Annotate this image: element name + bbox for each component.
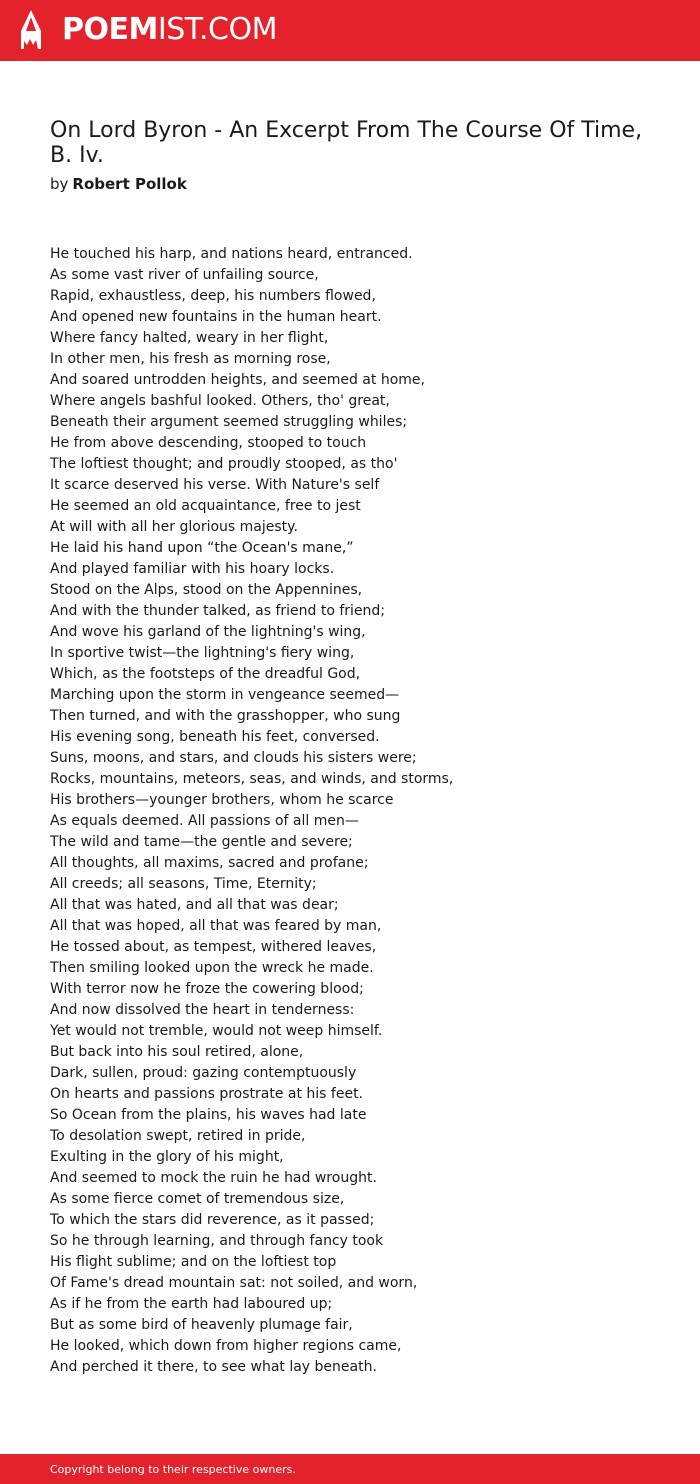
site-footer: [0, 1454, 700, 1484]
poem-line: But back into his soul retired, alone,: [50, 1044, 304, 1060]
by-label: by: [50, 175, 69, 193]
poem-line: The wild and tame—the gentle and severe;: [50, 834, 353, 850]
poem-line: He tossed about, as tempest, withered leaves,: [50, 939, 377, 955]
poem-body: [50, 244, 670, 1378]
poem-line: All thoughts, all maxims, sacred and profane;: [50, 855, 369, 871]
poem-line: It scarce deserved his verse. With Nature's self: [50, 477, 380, 493]
poem-line: And opened new fountains in the human heart.: [50, 309, 382, 325]
poem-line: Marching upon the storm in vengeance seemed—: [50, 687, 400, 703]
poem-line: Of Fame's dread mountain sat: not soiled, and worn,: [50, 1275, 418, 1291]
poem-line: He looked, which down from higher regions came,: [50, 1338, 402, 1354]
poem-line: Rocks, mountains, meteors, seas, and winds, and storms,: [50, 771, 454, 787]
poem-line: Dark, sullen, proud: gazing contemptuously: [50, 1065, 357, 1081]
poem-line: As equals deemed. All passions of all men—: [50, 813, 359, 829]
poem-line: Where fancy halted, weary in her flight,: [50, 330, 329, 346]
poem-line: His evening song, beneath his feet, conversed.: [50, 729, 380, 745]
poem-line: So Ocean from the plains, his waves had late: [50, 1107, 367, 1123]
poem-line: On hearts and passions prostrate at his feet.: [50, 1086, 364, 1102]
poem-title: On Lord Byron - An Excerpt From The Course Of Time, B. Iv.: [50, 118, 643, 168]
poem-line: He from above descending, stooped to touch: [50, 435, 367, 451]
poem-line: Beneath their argument seemed struggling whiles;: [50, 414, 408, 430]
poem-line: And perched it there, to see what lay beneath.: [50, 1359, 377, 1375]
byline: [50, 174, 187, 194]
poem-line: As some vast river of unfailing source,: [50, 267, 319, 283]
poem-line: As if he from the earth had laboured up;: [50, 1296, 333, 1312]
poem-line: And with the thunder talked, as friend to friend;: [50, 603, 386, 619]
poem-line: But as some bird of heavenly plumage fair,: [50, 1317, 353, 1333]
poem-line: He touched his harp, and nations heard, entranced.: [50, 246, 413, 262]
poem-line: And wove his garland of the lightning's wing,: [50, 624, 366, 640]
poem-line: In other men, his fresh as morning rose,: [50, 351, 331, 367]
poem-line: Then smiling looked upon the wreck he made.: [50, 960, 374, 976]
poem-line: Yet would not tremble, would not weep himself.: [50, 1023, 383, 1039]
site-header: [0, 0, 700, 61]
poem-line: Where angels bashful looked. Others, tho' great,: [50, 393, 390, 409]
poem-line: He seemed an old acquaintance, free to jest: [50, 498, 361, 514]
poem-line: Which, as the footsteps of the dreadful God,: [50, 666, 361, 682]
pen-nib-icon[interactable]: [19, 9, 43, 51]
poem-line: Suns, moons, and stars, and clouds his sisters were;: [50, 750, 417, 766]
poem-line: Exulting in the glory of his might,: [50, 1149, 284, 1165]
poem-line: All that was hated, and all that was dear;: [50, 897, 339, 913]
poem-line: And now dissolved the heart in tenderness:: [50, 1002, 355, 1018]
poem-line: His brothers—younger brothers, whom he scarce: [50, 792, 394, 808]
poem-line: To desolation swept, retired in pride,: [50, 1128, 306, 1144]
author-link[interactable]: Robert Pollok: [72, 175, 187, 193]
poem-line: So he through learning, and through fancy took: [50, 1233, 384, 1249]
poem-line: And seemed to mock the ruin he had wrought.: [50, 1170, 377, 1186]
poem-line: The loftiest thought; and proudly stooped, as tho': [50, 456, 398, 472]
poem-line: As some fierce comet of tremendous size,: [50, 1191, 345, 1207]
poem-line: In sportive twist—the lightning's fiery wing,: [50, 645, 355, 661]
poem-line: And played familiar with his hoary locks.: [50, 561, 335, 577]
poem-line: To which the stars did reverence, as it passed;: [50, 1212, 375, 1228]
poem-line: All creeds; all seasons, Time, Eternity;: [50, 876, 317, 892]
poem-line: Stood on the Alps, stood on the Appennines,: [50, 582, 363, 598]
poem-line: He laid his hand upon “the Ocean's mane,”: [50, 540, 354, 556]
poem-line: Rapid, exhaustless, deep, his numbers flowed,: [50, 288, 376, 304]
poem-line: All that was hoped, all that was feared by man,: [50, 918, 382, 934]
poem-line: At will with all her glorious majesty.: [50, 519, 298, 535]
logo-bold-text: POEM: [62, 12, 158, 47]
site-logo[interactable]: [62, 12, 277, 48]
poem-line: And soared untrodden heights, and seemed at home,: [50, 372, 425, 388]
poem-line: Then turned, and with the grasshopper, who sung: [50, 708, 401, 724]
poem-line: With terror now he froze the cowering blood;: [50, 981, 364, 997]
poem-line: His flight sublime; and on the loftiest top: [50, 1254, 337, 1270]
logo-light-text: IST.COM: [157, 12, 277, 47]
copyright-text: Copyright belong to their respective owners.: [50, 1463, 296, 1476]
